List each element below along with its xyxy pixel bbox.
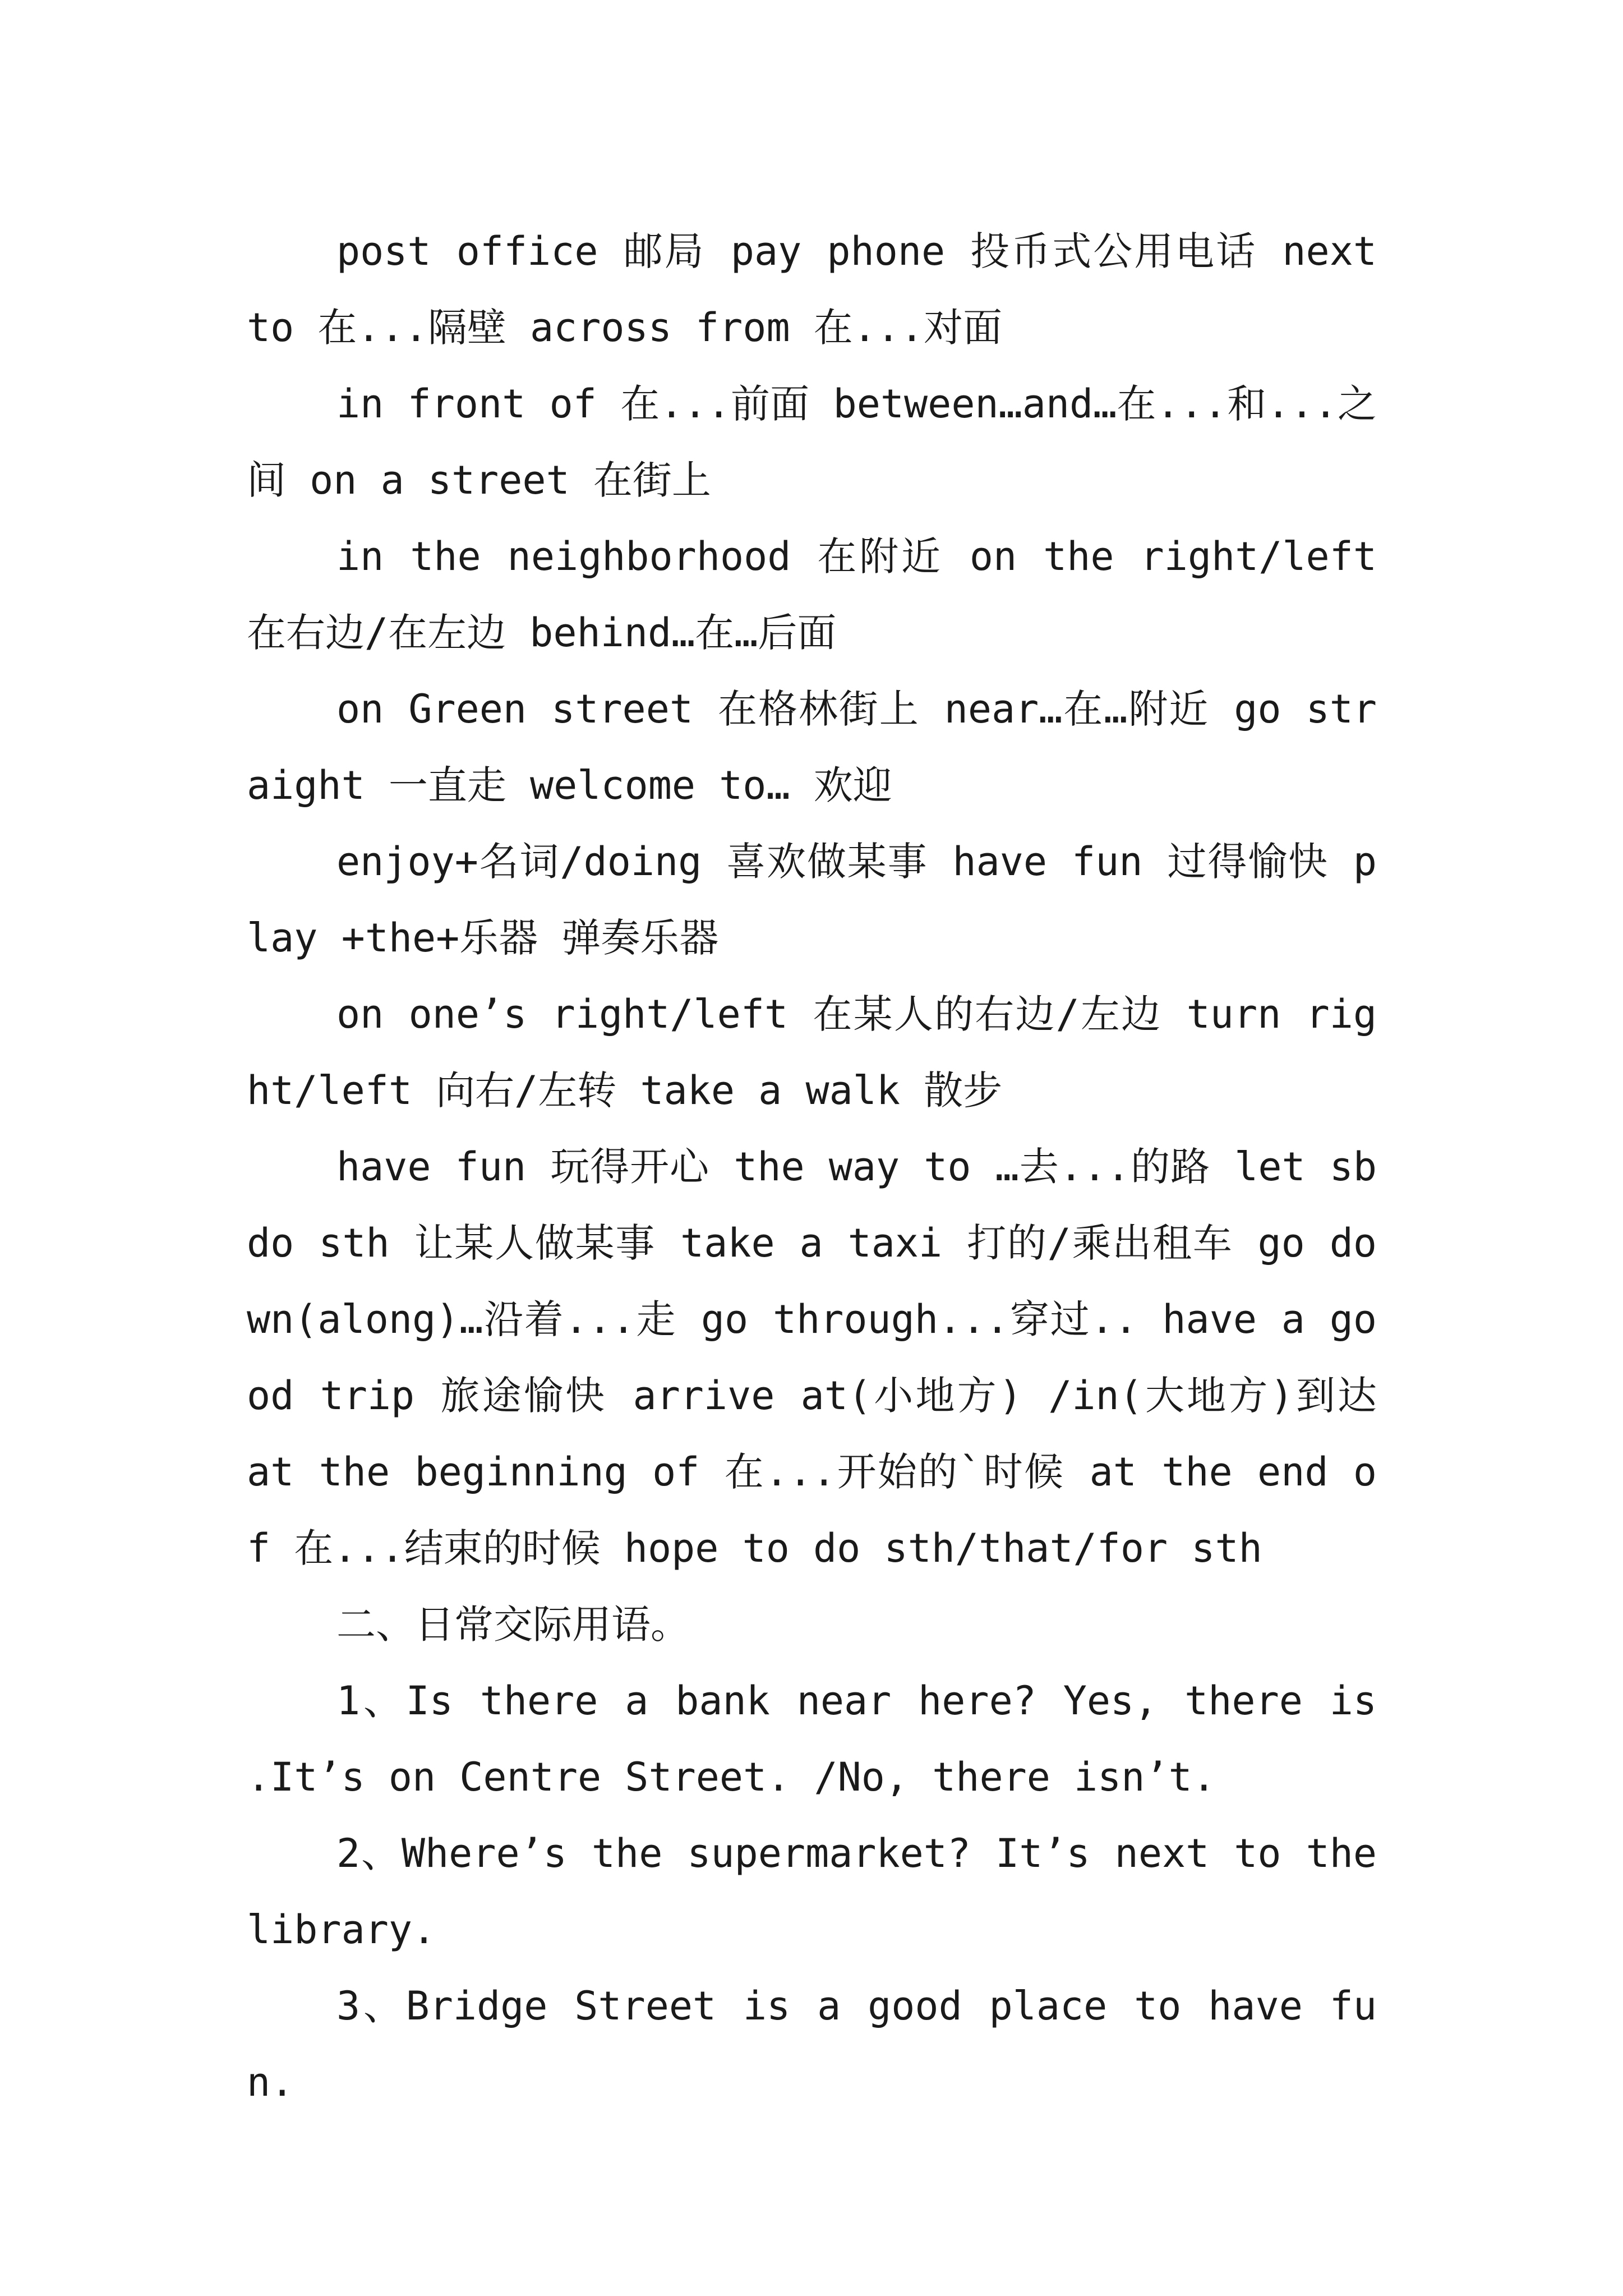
vocab-paragraph-5: enjoy+名词/doing 喜欢做某事 have fun 过得愉快 play +the+乐器 弹奏乐器: [247, 839, 1377, 961]
vocab-paragraph-7: have fun 玩得开心 the way to …去...的路 let sb do sth 让某人做某事 take a taxi 打的/乘出租车 go down(along)…沿着...走 go through...穿过.. have a good trip 旅途愉快 arrive at(小地方) /in(大地方)到达 at the beginning of 在...开始的`时候 at the end of 在...结束的时候 hope to do sth/that/for sth: [247, 1144, 1377, 1571]
vocab-paragraph-6: on one’s right/left 在某人的右边/左边 turn right/left 向右/左转 take a walk 散步: [247, 991, 1377, 1114]
vocab-paragraph-3: in the neighborhood 在附近 on the right/left 在右边/在左边 behind…在…后面: [247, 533, 1377, 656]
dialogue-item-3: 3、Bridge Street is a good place to have fun.: [247, 1983, 1377, 2105]
document-body: [247, 213, 1377, 2120]
section-heading: 二、日常交际用语。: [336, 1602, 690, 1648]
dialogue-item-1: 1、Is there a bank near here? Yes, there is .It’s on Centre Street. /No, there isn’t.: [247, 1678, 1377, 1800]
vocab-paragraph-1: post office 邮局 pay phone 投币式公用电话 next to 在...隔壁 across from 在...对面: [247, 228, 1377, 351]
vocab-paragraph-4: on Green street 在格林街上 near…在…附近 go straight 一直走 welcome to… 欢迎: [247, 686, 1377, 808]
vocab-paragraph-2: in front of 在...前面 between…and…在...和...之间 on a street 在街上: [247, 381, 1377, 503]
dialogue-item-2: 2、Where’s the supermarket? It’s next to the library.: [247, 1830, 1377, 1953]
